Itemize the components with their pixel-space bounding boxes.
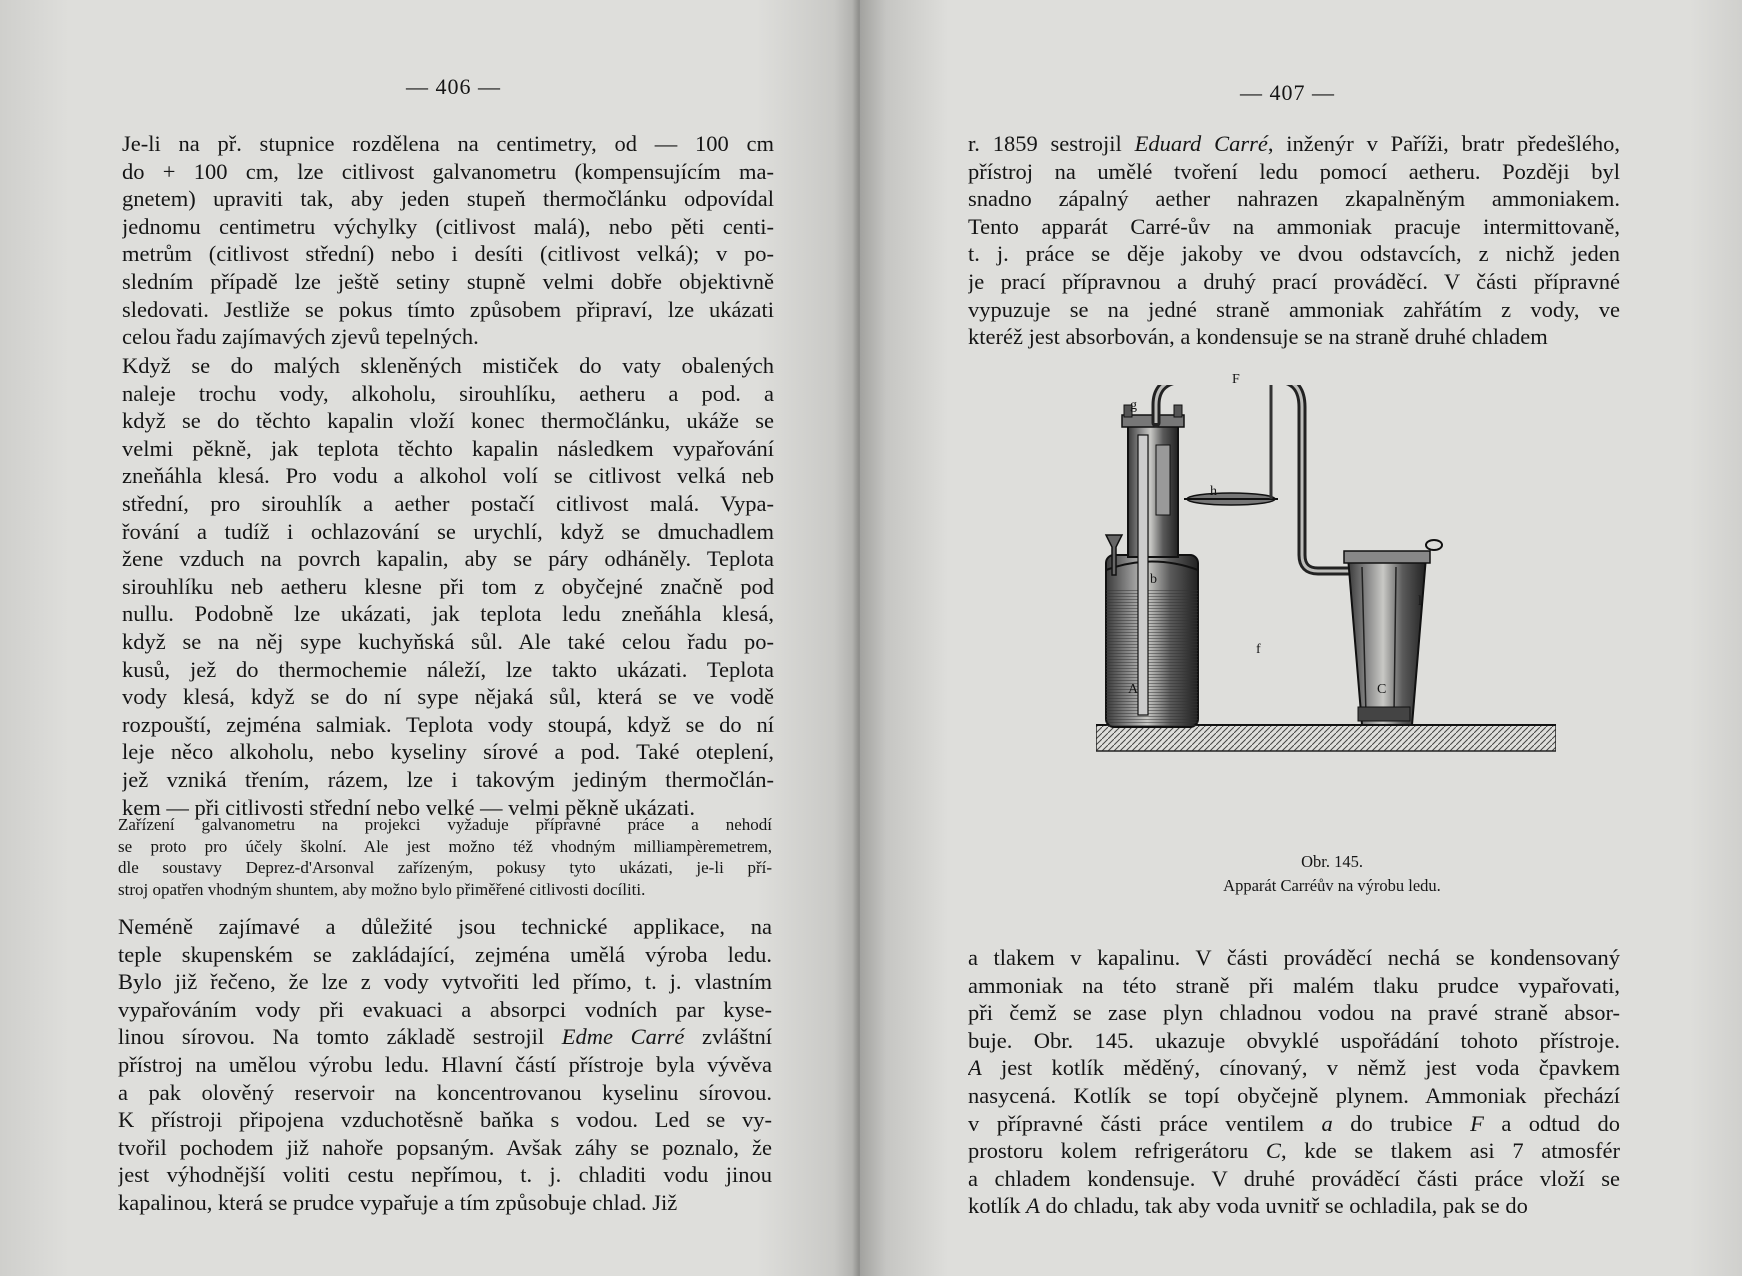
text-line: a chladem kondensuje. V druhé prováděcí části práce vloží se [968,1165,1620,1191]
figure-label: f [1256,642,1261,657]
text-line: kteréž jest absorbován, a kondensuje se na straně druhé chladem [968,324,1548,350]
text-line: Když se do malých skleněných mističek do vaty obalených [122,353,774,378]
text-line: metrům (citlivost střední) nebo i desíti (citlivost velká); v po- [122,241,774,267]
text-line: vypuzuje se na jedné straně ammoniak zahřátím z vody, ve [968,296,1620,322]
text-line: zneňáhla klesá. Pro vodu a alkohol volí se citlivost velká neb [122,463,774,489]
text-line: jež vzniká třením, rázem, lze i takovým jediným thermočlán- [122,766,774,792]
figure-label: F [1232,372,1240,387]
text-line: snadno zápalný aether nahrazen zkapalněným ammoniakem. [968,186,1620,212]
footnote [118,814,772,900]
text-line: sirouhlíku neb aetheru klesne při tom z obyčejné značně pod [122,573,774,599]
figure-label: A [1128,682,1139,697]
text-line: vypařováním vody při evakuaci a absorpci vodních par kyse- [118,996,772,1022]
text-line: do + 100 cm, lze citlivost galvanometru (kompensujícím ma- [122,158,774,184]
figure-label: b [1150,572,1157,587]
text-line: leje něco alkoholu, nebo kyseliny sírové a pod. Také oteplení, [122,739,774,765]
text-line: kem — při citlivosti střední nebo velké — velmi pěkně ukázati. [122,794,695,820]
text-line: střední, pro sirouhlík a aether postačí citlivost malá. Vypa- [122,490,774,516]
text-line: v přípravné části práce ventilem a do trubice F a odtud do [968,1110,1620,1136]
text-line: Je-li na př. stupnice rozdělena na centimetry, od — 100 cm [122,131,774,156]
text-line: celou řadu zajímavých zjevů tepelných. [122,324,479,350]
text-line: přístroj na umělé tvoření ledu pomocí aetheru. Později byl [968,158,1620,184]
paragraph-left-2 [122,352,774,821]
right-page [860,0,1742,1276]
text-line: nullu. Podobně lze ukázati, jak teplota ledu zneňáhla klesá, [122,601,774,627]
text-line: buje. Obr. 145. ukazuje obvyklé uspořádání tohoto přístroje. [968,1027,1620,1053]
text-line: Tento apparát Carré-ův na ammoniak pracuje intermittovaně, [968,213,1620,239]
text-line: Bylo již řečeno, že lze z vody vytvořiti led přímo, t. j. vlastním [118,969,772,995]
text-line: nasycená. Kotlík se topí obyčejně plynem. Ammoniak přechází [968,1082,1620,1108]
figure-label: C [1377,682,1387,697]
figure-label: h [1210,484,1217,499]
text-line: když se na něj sype kuchyňská sůl. Ale také celou řadu po- [122,628,774,654]
text-line: řování a tudíž i ochlazování se urychlí, když se dmuchadlem [122,518,774,544]
figure-caption: Apparát Carréův na výrobu ledu. [1223,876,1441,895]
text-line: linou sírovou. Na tomto základě sestrojil Edme Carré zvláštní [118,1024,772,1050]
text-line: a tlakem v kapalinu. V části prováděcí nechá se kondensovaný [968,945,1620,970]
text-line: a pak olověný reservoir na koncentrovanou kyselinu sírovou. [118,1079,772,1105]
text-line: jednomu centimetru výchylky (citlivost malá), nebo pěti centi- [122,213,774,239]
text-line: Zařízení galvanometru na projekci vyžaduje přípravné práce a nehodí [118,815,772,834]
text-line: se proto pro účely školní. Ale jest možno též vhodným milliampèremetrem, [118,836,772,856]
text-line: kapalinou, která se prudce vypařuje a tím způsobuje chlad. Již [118,1189,678,1215]
text-line: přístroj na umělou výrobu ledu. Hlavní částí přístroje byla vývěva [118,1051,772,1077]
text-line: K přístroji připojena vzduchotěsně baňka s vodou. Led se vy- [118,1107,772,1133]
text-line: teple skupenském se zakládající, zejména umělá výroba ledu. [118,941,772,967]
figure-label: g [1130,398,1137,413]
text-line: rozpouští, zejména salmiak. Teplota vody stoupá, když se do ní [122,711,774,737]
text-line: tvořil pochodem již nahoře popsaným. Avšak záhy se poznalo, že [118,1134,772,1160]
text-line: naleje trochu vody, alkoholu, sirouhlíku, aetheru a pod. a [122,380,774,406]
text-line: Neméně zajímavé a důležité jsou technické applikace, na [118,914,772,939]
text-line: kusů, jež do thermochemie náleží, lze takto ukázati. Teplota [122,656,774,682]
text-line: r. 1859 sestrojil Eduard Carré, inženýr v Paříži, bratr předešlého, [968,131,1620,156]
text-line: ammoniak na této straně při malém tlaku prudce vypařovati, [968,972,1620,998]
text-line: při čemž se zase plyn chladnou vodou na pravé straně absor- [968,1000,1620,1026]
paragraph-right-1 [968,130,1620,351]
carre-apparatus-illustration [1096,385,1556,845]
text-line: kotlík A do chladu, tak aby voda uvnitř se ochladila, pak se do [968,1193,1528,1219]
page-number-right: — 407 — [1240,80,1335,105]
text-line: když se do těchto kapalin vloží konec thermočlánku, ukáže se [122,408,774,434]
left-page [0,0,860,1276]
text-line: sledním případě lze ještě setiny stupně velmi dobře objektivně [122,268,774,294]
text-line: t. j. práce se děje jakoby ve dvou odstavcích, z nichž jeden [968,241,1620,267]
text-line: je prací přípravnou a druhý prací prováděcí. V části přípravné [968,268,1620,294]
text-line: A jest kotlík měděný, cínovaný, v němž jest voda čpavkem [968,1055,1620,1081]
text-line: žene vzduch na povrch kapalin, aby se páry odháněly. Teplota [122,546,774,572]
text-line: dle soustavy Deprez-d'Arsonval zařízeným, pokusy tyto ukázati, je-li pří- [118,858,772,878]
text-line: prostoru kolem refrigerátoru C, kde se tlakem asi 7 atmosfér [968,1138,1620,1164]
paragraph-right-2 [968,944,1620,1220]
page-number-left: — 406 — [406,74,501,99]
text-line: gnetem) upraviti tak, aby jeden stupeň thermočlánku odpovídal [122,186,774,212]
text-line: vody klesá, když se do ní sype nějaká sůl, která se ve vodě [122,684,774,710]
figure-number: Obr. 145. [1301,852,1363,871]
paragraph-left-1 [122,130,774,351]
text-line: velmi pěkně, jak teplota těchto kapalin následkem vypařování [122,435,774,461]
text-line: sledovati. Jestliže se pokus tímto způsobem připraví, lze ukázati [122,296,774,322]
paragraph-left-3 [118,913,772,1217]
text-line: stroj opatřen vhodným shuntem, aby možno bylo přiměřené citlivosti docíliti. [118,879,646,899]
text-line: jest výhodnější voliti cestu nepřímou, t. j. chladiti vodu jinou [118,1162,772,1188]
figure-label: l [1418,594,1422,609]
